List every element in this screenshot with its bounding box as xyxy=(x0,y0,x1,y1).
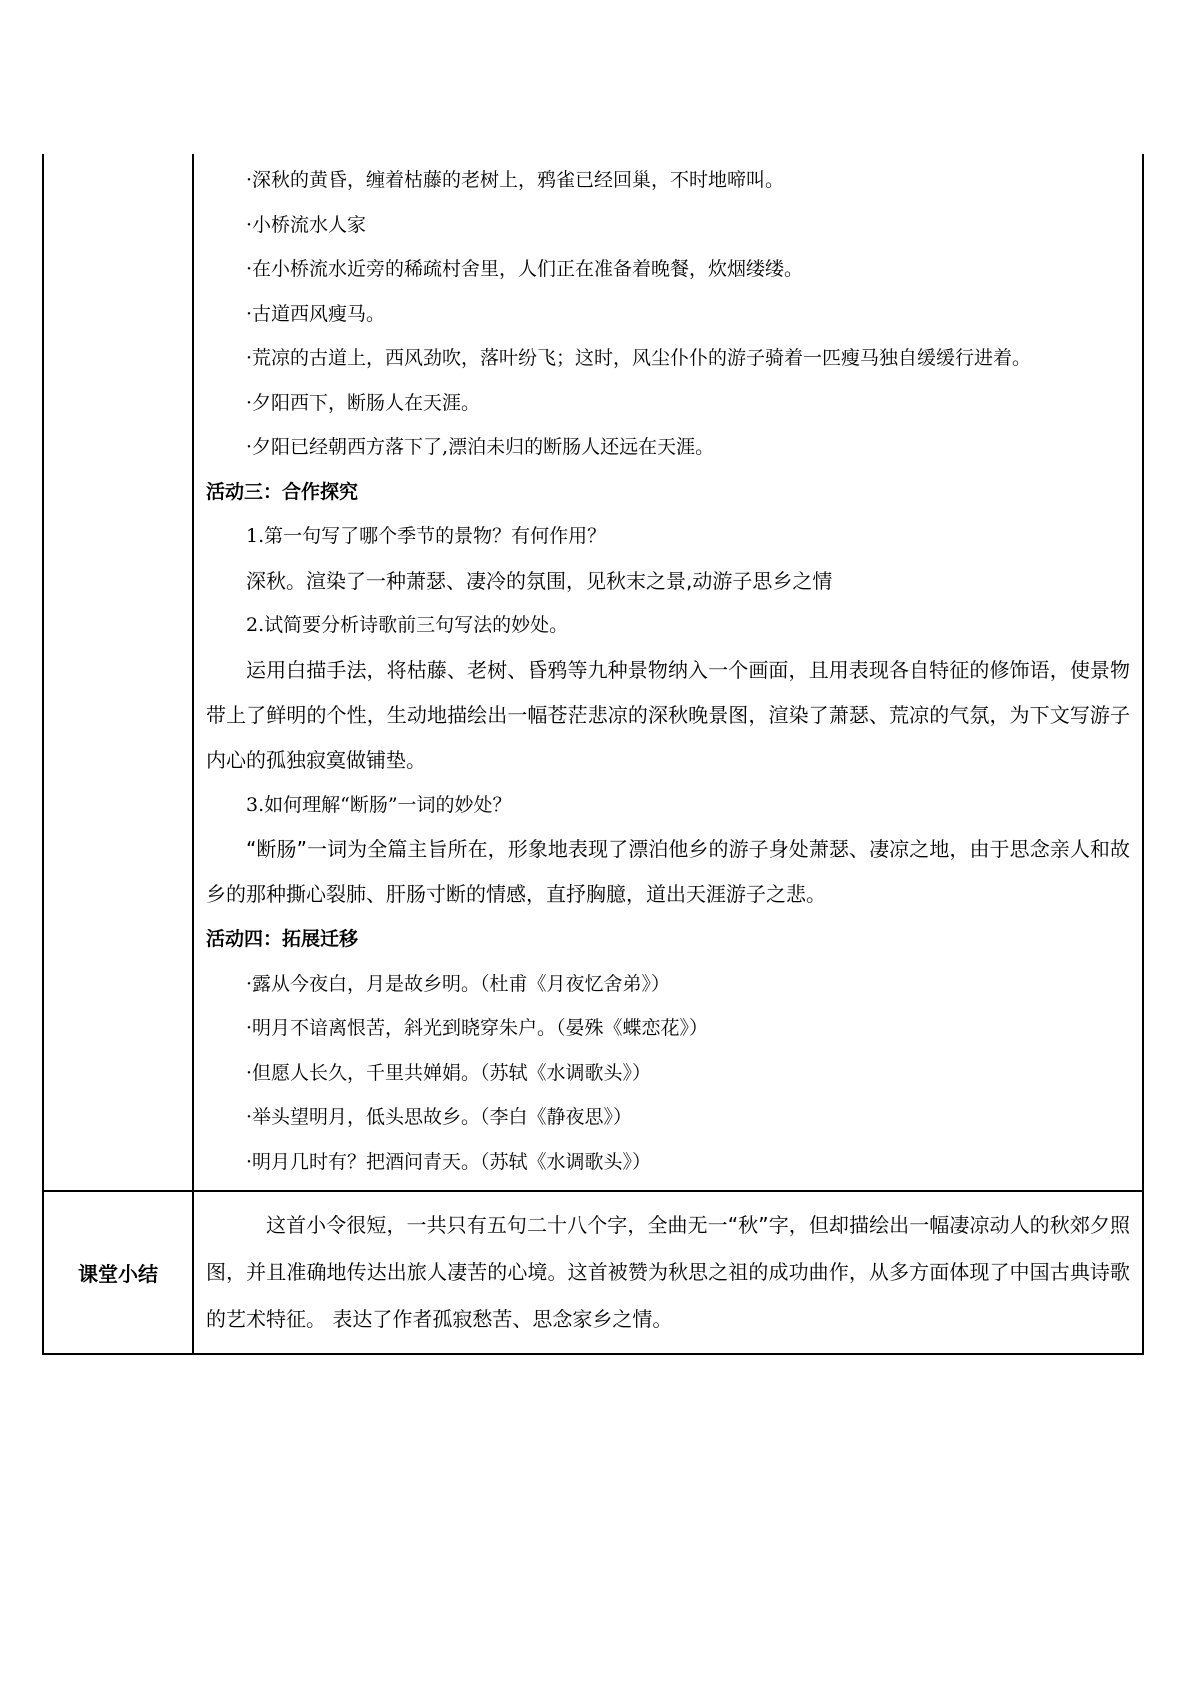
activity3-heading: 活动三：合作探究 xyxy=(206,480,359,503)
process-content-cell xyxy=(193,154,1143,1191)
summary-row xyxy=(43,1191,1143,1354)
quote-line: ·明月不谙离恨苦，斜光到晓穿朱户。（晏殊《蝶恋花》） xyxy=(246,1017,709,1039)
activity4-heading: 活动四：拓展迁移 xyxy=(206,928,359,950)
answer-2: 运用白描手法，将枯藤、老树、昏鸦等九种景物纳入一个画面，且用表现各自特征的修饰语，使景物带上了鲜明的个性，生动地描绘出一幅苍茫悲凉的深秋晚景图，渲染了萧瑟、荒凉的气氛，为下文写游子内心的孤独寂寞做铺垫。 xyxy=(206,657,1130,772)
lesson-table xyxy=(42,154,1144,1355)
question-2: 2.试简要分析诗歌前三句写法的妙处。 xyxy=(246,614,569,636)
process-row xyxy=(43,154,1143,1191)
question-3: 3.如何理解“断肠”一词的妙处？ xyxy=(246,793,512,816)
translation-line: ·深秋的黄昏，缠着枯藤的老树上，鸦雀已经回巢，不时地啼叫。 xyxy=(246,169,785,191)
quote-line: ·露从今夜白，月是故乡明。（杜甫《月夜忆舍弟》） xyxy=(246,972,671,995)
quote-line: ·明月几时有？把酒问青天。（苏轼《水调歌头》） xyxy=(246,1150,652,1173)
summary-text: 这首小令很短，一共只有五句二十八个字，全曲无一“秋”字，但却描绘出一幅凄凉动人的秋郊夕照图，并且准确地传达出旅人凄苦的心境。这首被赞为秋思之祖的成功曲作，从多方面体现了中国古典诗歌的艺术特征。 表达了作者孤寂愁苦、思念家乡之情。 xyxy=(206,1213,1130,1331)
process-label-cell xyxy=(43,154,193,1191)
summary-content-cell xyxy=(193,1191,1143,1354)
translation-line: ·在小桥流水近旁的稀疏村舍里，人们正在准备着晚餐，炊烟缕缕。 xyxy=(246,258,804,280)
quote-line: ·举头望明月，低头思故乡。（李白《静夜思》） xyxy=(246,1106,633,1128)
translation-line: ·荒凉的古道上，西风劲吹，落叶纷飞；这时，风尘仆仆的游子骑着一匹瘦马独自缓缓行进着。 xyxy=(246,347,1032,369)
answer-3: “断肠”一词为全篇主旨所在，形象地表现了漂泊他乡的游子身处萧瑟、凄凉之地，由于思念亲人和故乡的那种撕心裂肺、肝肠寸断的情感，直抒胸臆，道出天涯游子之悲。 xyxy=(206,837,1130,906)
poem-line: ·古道西风瘦马。 xyxy=(246,302,386,325)
poem-line: ·夕阳西下，断肠人在天涯。 xyxy=(246,391,481,414)
question-1: 1.第一句写了哪个季节的景物？有何作用？ xyxy=(246,525,607,547)
answer-1: 深秋。渲染了一种萧瑟、凄冷的氛围，见秋末之景,动游子思乡之情 xyxy=(246,568,833,593)
translation-line: ·夕阳已经朝西方落下了,漂泊未归的断肠人还远在天涯。 xyxy=(246,436,715,458)
quote-line: ·但愿人长久，千里共婵娟。（苏轼《水调歌头》） xyxy=(246,1061,652,1084)
summary-label: 课堂小结 xyxy=(43,1191,193,1354)
poem-line: ·小桥流水人家 xyxy=(246,213,367,236)
